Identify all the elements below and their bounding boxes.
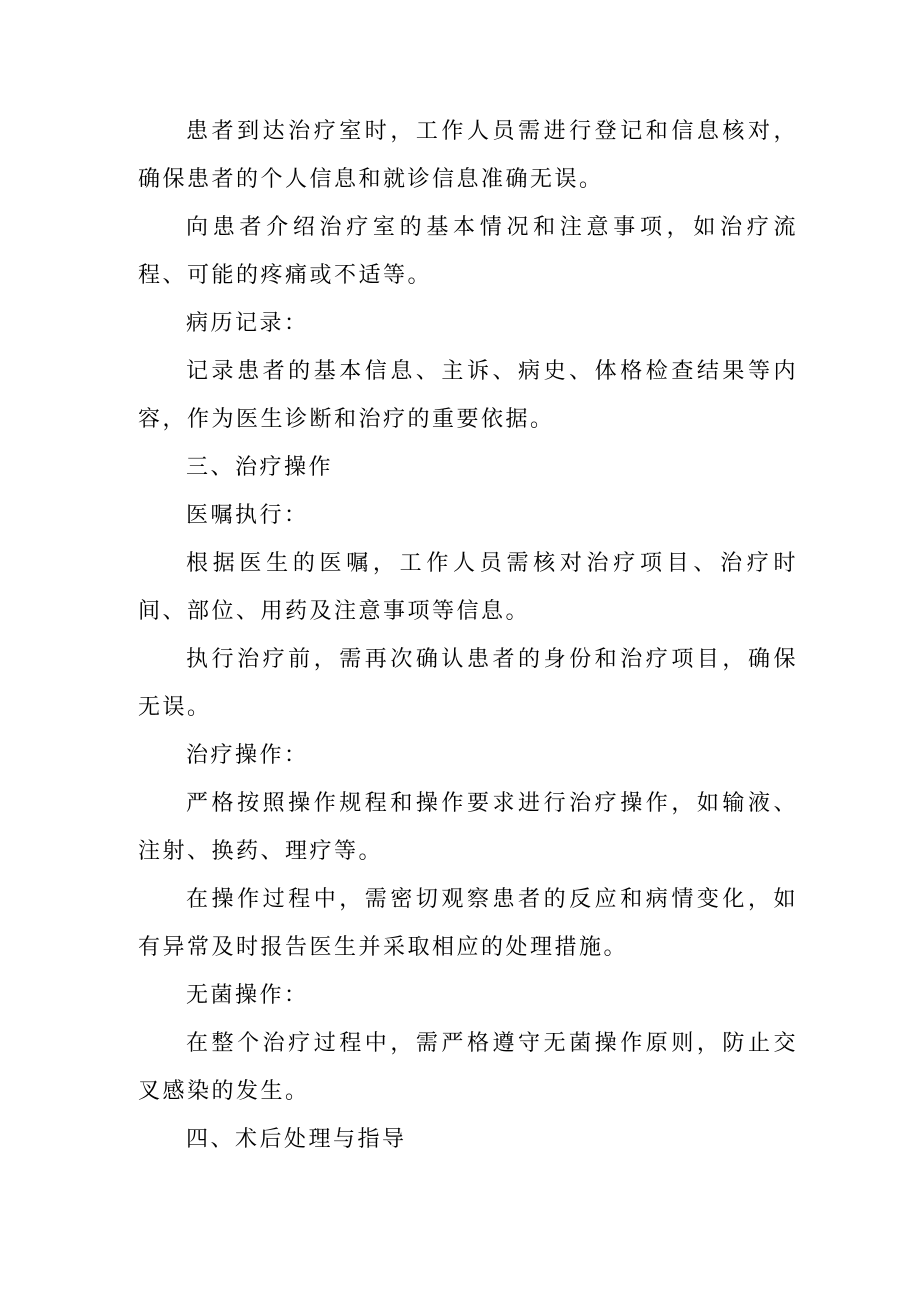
subheading-treatment-operation: 治疗操作： xyxy=(186,743,309,768)
paragraph-medical-record: 记录患者的基本信息、主诉、病史、体格检查结果等内容，作为医生诊断和治疗的重要依据。 xyxy=(138,359,798,432)
paragraph-operation-observation: 在操作过程中，需密切观察患者的反应和病情变化，如有异常及时报告医生并采取相应的处理措施。 xyxy=(138,887,798,960)
subheading-medical-record: 病历记录： xyxy=(186,311,309,336)
section-heading-treatment: 三、治疗操作 xyxy=(186,455,334,480)
paragraph-orders-confirm: 执行治疗前，需再次确认患者的身份和治疗项目，确保无误。 xyxy=(138,647,798,720)
subheading-orders: 医嘱执行： xyxy=(186,503,309,528)
paragraph-aseptic: 在整个治疗过程中，需严格遵守无菌操作原则，防止交叉感染的发生。 xyxy=(138,1031,798,1104)
paragraph-operation-procedure: 严格按照操作规程和操作要求进行治疗操作，如输液、注射、换药、理疗等。 xyxy=(138,791,798,864)
paragraph-introduction: 向患者介绍治疗室的基本情况和注意事项，如治疗流程、可能的疼痛或不适等。 xyxy=(138,215,798,288)
section-heading-postop: 四、术后处理与指导 xyxy=(186,1127,407,1152)
document-body xyxy=(138,108,798,1164)
subheading-aseptic: 无菌操作： xyxy=(186,983,309,1008)
paragraph-orders-check: 根据医生的医嘱，工作人员需核对治疗项目、治疗时间、部位、用药及注意事项等信息。 xyxy=(138,551,798,624)
paragraph-registration: 患者到达治疗室时，工作人员需进行登记和信息核对，确保患者的个人信息和就诊信息准确无误。 xyxy=(138,119,798,192)
